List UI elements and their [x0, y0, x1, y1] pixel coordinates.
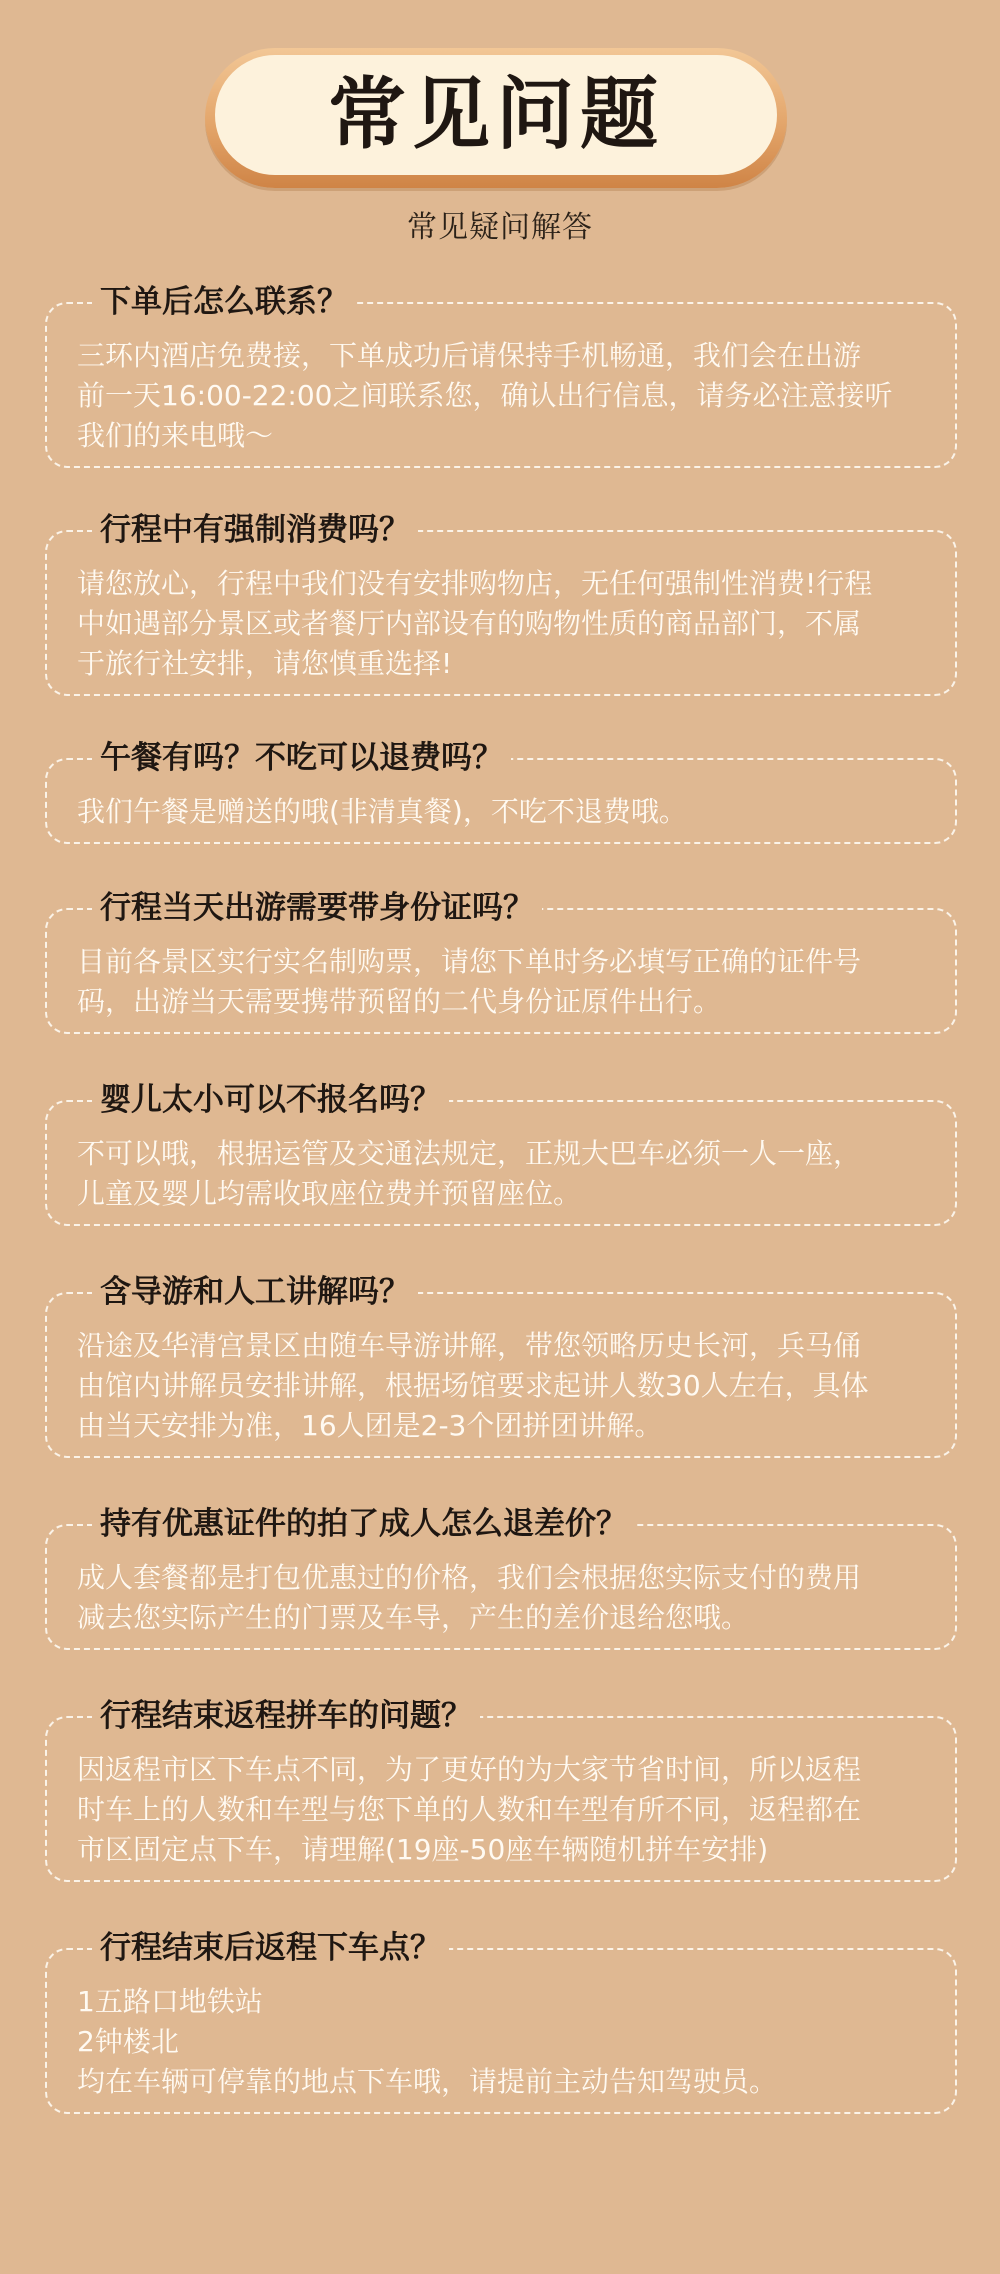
faq-item: [45, 512, 957, 696]
faq-answer: [77, 942, 929, 1022]
faq-answer: [77, 1134, 929, 1214]
faq-item: [45, 284, 957, 468]
faq-question: 婴儿太小可以不报名吗？: [92, 1077, 449, 1123]
faq-item: [45, 1274, 957, 1458]
faq-answer-line: 成人套餐都是打包优惠过的价格，我们会根据您实际支付的费用: [77, 1561, 862, 1594]
faq-answer-line: 于旅行社安排，请您慎重选择!: [77, 647, 453, 680]
faq-question: 行程中有强制消费吗？: [92, 507, 418, 553]
faq-answer-line: 2钟楼北: [77, 2025, 179, 2058]
faq-answer-line: 市区固定点下车，请理解(19座-50座车辆随机拼车安排): [77, 1833, 769, 1866]
faq-answer-line: 我们的来电哦～: [77, 419, 274, 452]
faq-answer-line: 请您放心，行程中我们没有安排购物店，无任何强制性消费!行程: [77, 567, 873, 600]
faq-answer-line: 前一天16:00-22:00之间联系您，确认出行信息，请务必注意接听: [77, 379, 893, 412]
faq-item: [45, 1930, 957, 2114]
faq-answer-line: 不可以哦，根据运管及交通法规定，正规大巴车必须一人一座，: [77, 1137, 862, 1170]
faq-question: 行程结束返程拼车的问题？: [92, 1693, 480, 1739]
faq-item: [45, 890, 957, 1034]
faq-answer-line: 因返程市区下车点不同，为了更好的为大家节省时间，所以返程: [77, 1753, 862, 1786]
page-title: 常见问题: [327, 70, 664, 160]
faq-answer-line: 中如遇部分景区或者餐厅内部设有的购物性质的商品部门，不属: [77, 607, 862, 640]
faq-answer: [77, 1750, 929, 1870]
faq-answer-line: 我们午餐是赠送的哦(非清真餐)，不吃不退费哦。: [77, 795, 687, 828]
faq-answer-line: 码，出游当天需要携带预留的二代身份证原件出行。: [77, 985, 722, 1018]
faq-answer-line: 1五路口地铁站: [77, 1985, 263, 2018]
faq-answer-line: 均在车辆可停靠的地点下车哦，请提前主动告知驾驶员。: [77, 2065, 778, 2098]
faq-question: 行程结束后返程下车点？: [92, 1925, 449, 1971]
title-banner-inner: [215, 55, 777, 175]
faq-item: [45, 1506, 957, 1650]
faq-answer-line: 三环内酒店免费接，下单成功后请保持手机畅通，我们会在出游: [77, 339, 862, 372]
faq-question: 下单后怎么联系？: [92, 279, 356, 325]
faq-answer-line: 时车上的人数和车型与您下单的人数和车型有所不同，返程都在: [77, 1793, 862, 1826]
faq-question: 行程当天出游需要带身份证吗？: [92, 885, 542, 931]
faq-answer-line: 儿童及婴儿均需收取座位费并预留座位。: [77, 1177, 582, 1210]
faq-item: [45, 1082, 957, 1226]
title-banner: [205, 48, 787, 188]
page-subtitle: 常见疑问解答: [407, 210, 593, 245]
faq-answer-line: 减去您实际产生的门票及车导，产生的差价退给您哦。: [77, 1601, 750, 1634]
faq-answer: [77, 1558, 929, 1638]
faq-answer-line: 目前各景区实行实名制购票，请您下单时务必填写正确的证件号: [77, 945, 862, 978]
faq-question: 持有优惠证件的拍了成人怎么退差价？: [92, 1501, 635, 1547]
faq-answer-line: 由馆内讲解员安排讲解，根据场馆要求起讲人数30人左右，具体: [77, 1369, 869, 1402]
faq-question: 午餐有吗？不吃可以退费吗？: [92, 735, 511, 781]
faq-answer: [77, 336, 929, 456]
faq-answer: [77, 1326, 929, 1446]
faq-item: [45, 740, 957, 844]
faq-answer-line: 由当天安排为准，16人团是2-3个团拼团讲解。: [77, 1409, 663, 1442]
faq-answer: [77, 792, 929, 832]
faq-item: [45, 1698, 957, 1882]
faq-answer: [77, 564, 929, 684]
faq-answer: [77, 1982, 929, 2102]
faq-answer-line: 沿途及华清宫景区由随车导游讲解，带您领略历史长河，兵马俑: [77, 1329, 862, 1362]
faq-question: 含导游和人工讲解吗？: [92, 1269, 418, 1315]
